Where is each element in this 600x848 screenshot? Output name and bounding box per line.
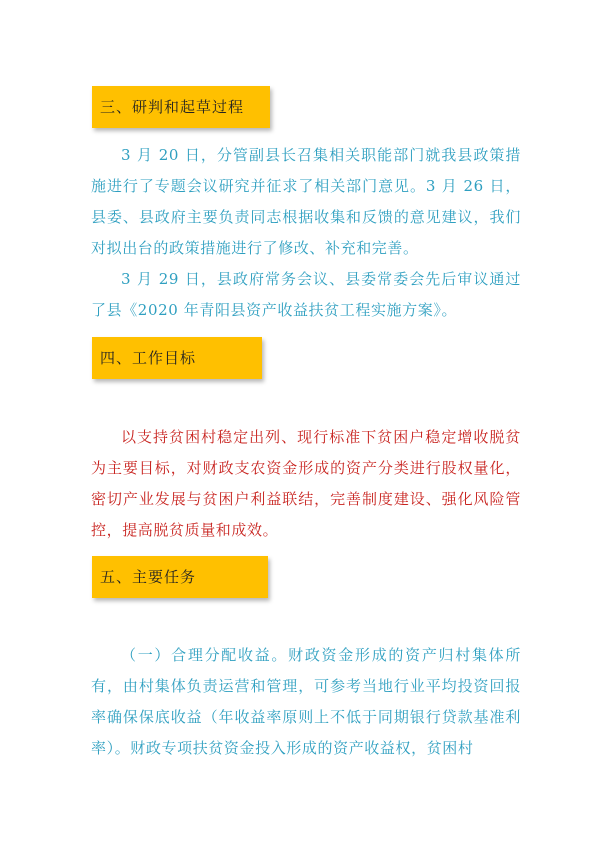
paragraph-main-tasks-1: （一）合理分配收益。财政资金形成的资产归村集体所有，由村集体负责运营和管理，可参考当地行业平均投资回报率确保保底收益（年收益率原则上不低于同期银行贷款基准利率）。财政专项扶贫资金投入形成的资产收益权，贫困村 bbox=[91, 646, 521, 757]
section-heading-5: 五、主要任务 bbox=[92, 556, 268, 598]
paragraph-drafting-process-2: 3 月 29 日，县政府常务会议、县委常委会先后审议通过了县《2020 年青阳县资产收益扶贫工程实施方案》。 bbox=[91, 270, 521, 319]
paragraph-work-goals: 以支持贫困村稳定出列、现行标准下贫困户稳定增收脱贫为主要目标，对财政支农资金形成的资产分类进行股权量化，密切产业发展与贫困户利益联结，完善制度建设、强化风险管控，提高脱贫质量和成效。 bbox=[91, 428, 521, 539]
paragraph-drafting-process-1: 3 月 20 日，分管副县长召集相关职能部门就我县政策措施进行了专题会议研究并征求了相关部门意见。3 月 26 日，县委、县政府主要负责同志根据收集和反馈的意见建议，我们对拟出台的政策措施进行了修改、补充和完善。 bbox=[91, 146, 521, 257]
section-heading-3: 三、研判和起草过程 bbox=[92, 86, 270, 128]
section-heading-4: 四、工作目标 bbox=[92, 337, 262, 379]
